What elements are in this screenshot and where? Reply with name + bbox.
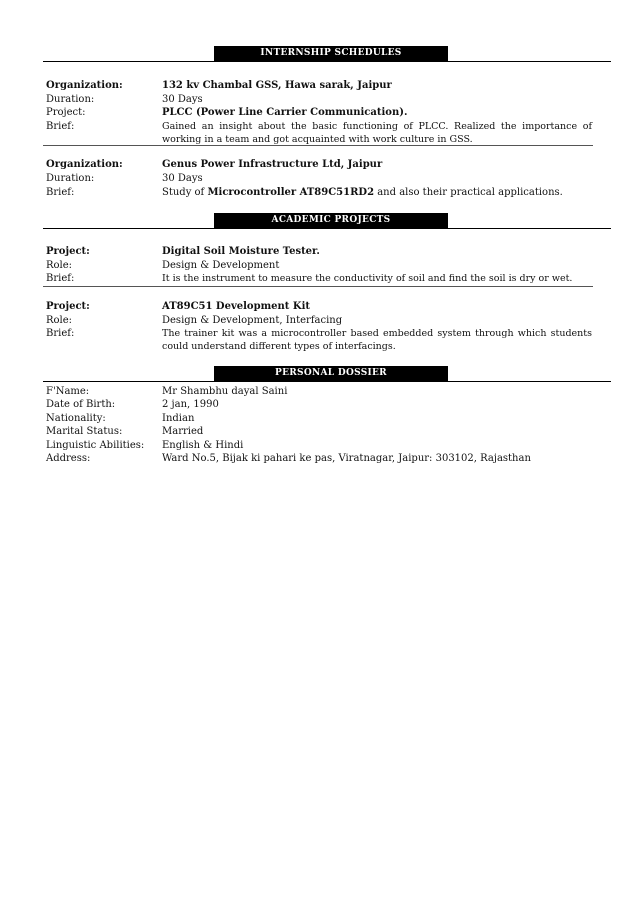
field-label: Marital Status: bbox=[46, 426, 123, 437]
section-title: ACADEMIC PROJECTS bbox=[214, 213, 448, 228]
section-rule bbox=[43, 61, 611, 62]
field-label: Organization: bbox=[46, 80, 123, 91]
field-value: It is the instrument to measure the conductivity of soil and find the soil is dry or wet. bbox=[162, 273, 573, 284]
field-label: Brief: bbox=[46, 273, 75, 284]
field-label: Organization: bbox=[46, 159, 123, 170]
field-value: AT89C51 Development Kit bbox=[162, 301, 311, 312]
field-value: Digital Soil Moisture Tester. bbox=[162, 246, 320, 257]
field-label: Address: bbox=[46, 453, 91, 464]
field-label: Brief: bbox=[46, 328, 75, 339]
field-value: Ward No.5, Bijak ki pahari ke pas, Viratnagar, Jaipur: 303102, Rajasthan bbox=[162, 453, 531, 464]
section-rule bbox=[43, 228, 611, 229]
field-label: Project: bbox=[46, 107, 86, 118]
field-value: 30 Days bbox=[162, 173, 203, 184]
field-label: Linguistic Abilities: bbox=[46, 440, 145, 451]
field-label: Date of Birth: bbox=[46, 399, 116, 410]
field-label: F'Name: bbox=[46, 386, 90, 397]
field-value: Genus Power Infrastructure Ltd, Jaipur bbox=[162, 159, 383, 170]
field-value: English & Hindi bbox=[162, 440, 244, 451]
field-label: Project: bbox=[46, 301, 90, 312]
field-value: Design & Development, Interfacing bbox=[162, 315, 343, 326]
field-label: Role: bbox=[46, 315, 73, 326]
brief-text: and also their practical applications. bbox=[374, 187, 563, 198]
field-label: Duration: bbox=[46, 94, 95, 105]
field-value: 2 jan, 1990 bbox=[162, 399, 219, 410]
section-rule bbox=[43, 381, 611, 382]
field-value: Design & Development bbox=[162, 260, 280, 271]
field-label: Nationality: bbox=[46, 413, 106, 424]
field-value bbox=[162, 186, 592, 199]
entry-separator bbox=[43, 286, 593, 287]
section-title: INTERNSHIP SCHEDULES bbox=[214, 46, 448, 61]
section-title: PERSONAL DOSSIER bbox=[214, 366, 448, 381]
field-label: Duration: bbox=[46, 173, 95, 184]
field-label: Brief: bbox=[46, 121, 75, 132]
field-value: Gained an insight about the basic functioning of PLCC. Realized the importance of working in a team and got acquainted with work culture in GSS. bbox=[162, 121, 592, 145]
field-value: Mr Shambhu dayal Saini bbox=[162, 386, 288, 397]
field-value: PLCC (Power Line Carrier Communication). bbox=[162, 107, 408, 118]
entry-separator bbox=[43, 145, 593, 146]
field-value: 132 kv Chambal GSS, Hawa sarak, Jaipur bbox=[162, 80, 392, 91]
field-label: Brief: bbox=[46, 187, 75, 198]
field-value: 30 Days bbox=[162, 94, 203, 105]
field-value: Indian bbox=[162, 413, 195, 424]
brief-highlight: Microcontroller AT89C51RD2 bbox=[207, 187, 375, 198]
brief-text: Study of bbox=[162, 187, 208, 198]
field-value: Married bbox=[162, 426, 204, 437]
field-value: The trainer kit was a microcontroller based embedded system through which students could understand different types of interfacings. bbox=[162, 328, 592, 352]
field-label: Role: bbox=[46, 260, 73, 271]
field-label: Project: bbox=[46, 246, 90, 257]
